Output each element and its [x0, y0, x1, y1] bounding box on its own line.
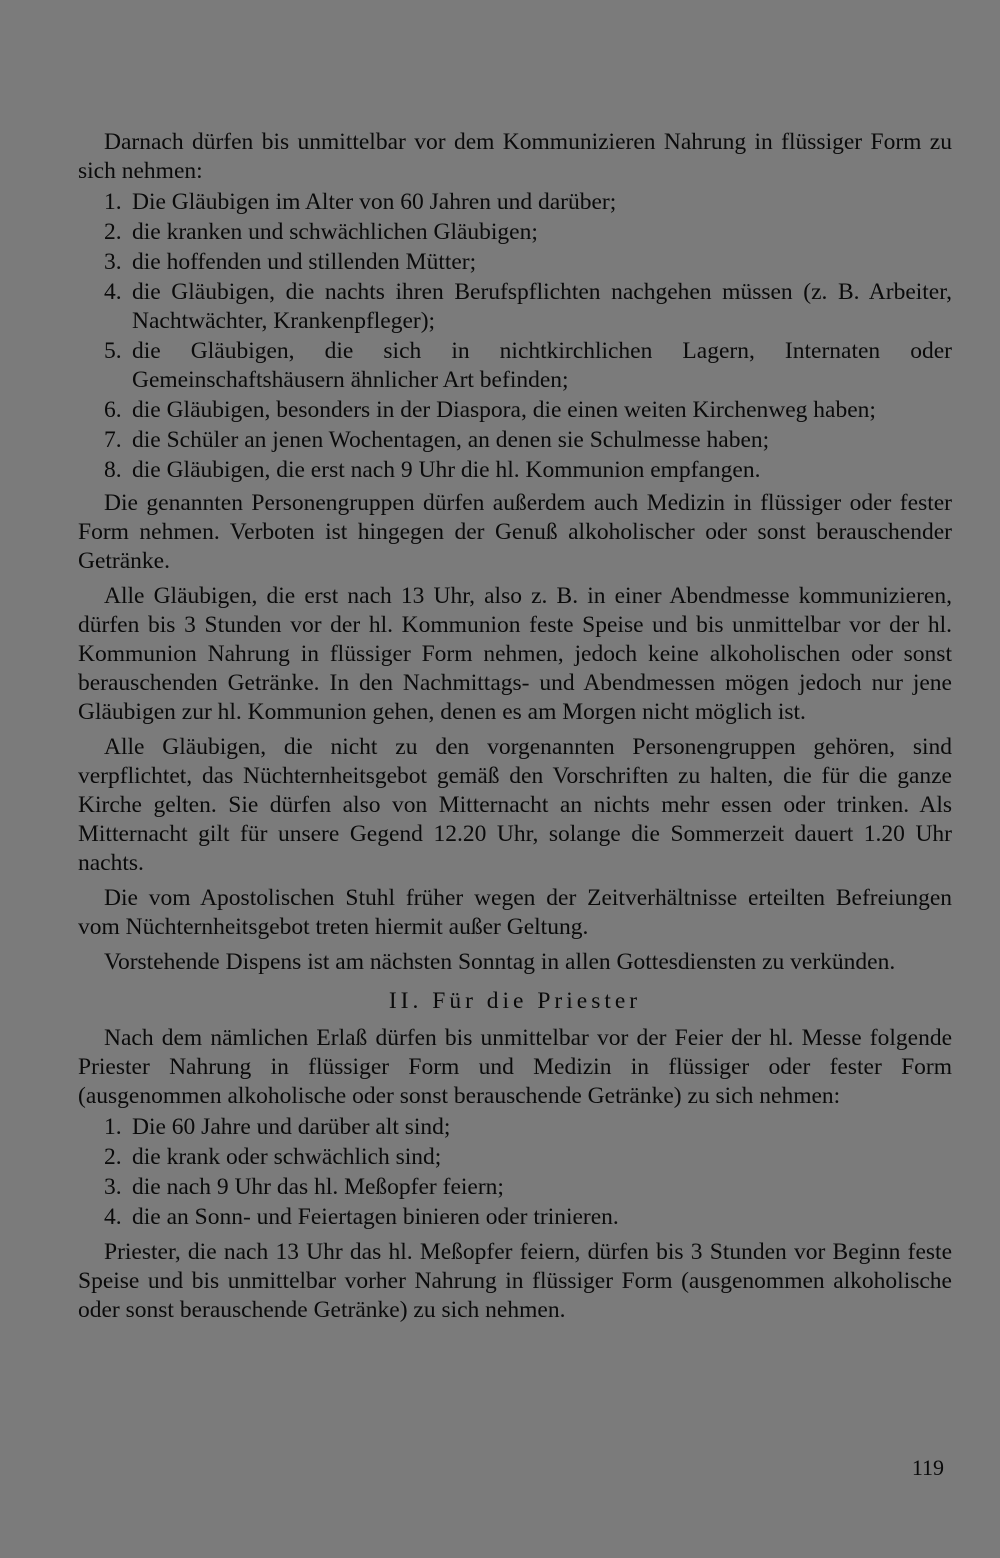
list-text: die krank oder schwächlich sind;	[132, 1144, 442, 1170]
list-text: die Gläubigen, die erst nach 9 Uhr die hl. Kommunion empfangen.	[132, 457, 761, 483]
list-text: die an Sonn- und Feiertagen binieren oder trinieren.	[132, 1204, 619, 1230]
paragraph-medicine: Die genannten Personengruppen dürfen außerdem auch Medizin in flüssiger oder fester Form nehmen. Verboten ist hingegen der Genuß alkoholischer oder sonst berauschender Getränke.	[78, 490, 952, 574]
list-number: 7.	[104, 427, 122, 453]
paragraph-priests-afternoon: Priester, die nach 13 Uhr das hl. Meßopfer feiern, dürfen bis 3 Stunden vor Beginn feste Speise und bis unmittelbar vorher Nahrung in flüssiger Form (ausgenommen alkoholische oder sonst berauschende Getränke) zu sich nehmen.	[78, 1239, 952, 1323]
list-number: 6.	[104, 397, 122, 423]
list-item	[78, 396, 952, 425]
list-item	[78, 337, 952, 395]
list-number: 4.	[104, 1204, 122, 1230]
list-number: 5.	[104, 338, 122, 364]
list-text: die Gläubigen, besonders in der Diaspora, die einen weiten Kirchenweg haben;	[132, 397, 876, 423]
paragraph-announcement: Vorstehende Dispens ist am nächsten Sonntag in allen Gottesdiensten zu verkünden.	[104, 949, 896, 975]
list-text: die Gläubigen, die nachts ihren Berufspflichten nachgehen müssen (z. B. Arbeiter, Nachtwächter, Krankenpfleger);	[132, 279, 952, 334]
list-item	[78, 1203, 952, 1232]
list-item	[78, 1173, 952, 1202]
priests-list	[78, 1113, 952, 1232]
page-number: 119	[911, 1455, 944, 1480]
list-item	[78, 278, 952, 336]
paragraph-priests: Nach dem nämlichen Erlaß dürfen bis unmittelbar vor der Feier der hl. Messe folgende Priester Nahrung in flüssiger Form und Medizin in flüssiger oder fester Form (ausgenommen alkoholische oder sonst berauschende Getränke) zu sich nehmen:	[78, 1025, 952, 1109]
paragraph-fasting-rule: Alle Gläubigen, die nicht zu den vorgenannten Personengruppen gehören, sind verpflichtet, das Nüchternheitsgebot gemäß den Vorschriften zu halten, die für die ganze Kirche gelten. Sie dürfen also von Mitternacht an nichts mehr essen oder trinken. Als Mitternacht gilt für unsere Gegend 12.20 Uhr, solange die Sommerzeit dauert 1.20 Uhr nachts.	[78, 734, 952, 876]
paragraph-exemptions: Die vom Apostolischen Stuhl früher wegen der Zeitverhältnisse erteilten Befreiungen vom Nüchternheitsgebot treten hiermit außer Geltung.	[78, 885, 952, 940]
list-number: 3.	[104, 1174, 122, 1200]
list-number: 8.	[104, 457, 122, 483]
list-text: die hoffenden und stillenden Mütter;	[132, 249, 477, 275]
list-text: Die Gläubigen im Alter von 60 Jahren und darüber;	[132, 189, 617, 215]
list-text: die Schüler an jenen Wochentagen, an denen sie Schulmesse haben;	[132, 427, 770, 453]
paragraph-evening-mass: Alle Gläubigen, die erst nach 13 Uhr, also z. B. in einer Abendmesse kommunizieren, dürfen bis 3 Stunden vor der hl. Kommunion feste Speise und bis unmittelbar vor der hl. Kommunion Nahrung in flüssiger Form nehmen, jedoch keine alkoholischen oder sonst berauschenden Getränke. In den Nachmittags- und Abendmessen mögen jedoch nur jene Gläubigen zur hl. Kommunion gehen, denen es am Morgen nicht möglich ist.	[78, 583, 952, 725]
list-text: die nach 9 Uhr das hl. Meßopfer feiern;	[132, 1174, 504, 1200]
laity-list	[78, 188, 952, 485]
list-number: 1.	[104, 189, 122, 215]
list-text: Die 60 Jahre und darüber alt sind;	[132, 1114, 451, 1140]
list-number: 3.	[104, 249, 122, 275]
document-page	[78, 128, 952, 1325]
list-item	[78, 248, 952, 277]
intro-paragraph: Darnach dürfen bis unmittelbar vor dem Kommunizieren Nahrung in flüssiger Form zu sich nehmen:	[78, 129, 952, 184]
list-number: 2.	[104, 219, 122, 245]
list-number: 1.	[104, 1114, 122, 1140]
list-number: 4.	[104, 279, 122, 305]
list-number: 2.	[104, 1144, 122, 1170]
list-item	[78, 1143, 952, 1172]
list-text: die kranken und schwächlichen Gläubigen;	[132, 219, 538, 245]
list-item	[78, 218, 952, 247]
list-item	[78, 1113, 952, 1142]
list-item	[78, 188, 952, 217]
section-heading: II. Für die Priester	[388, 988, 642, 1014]
list-item	[78, 456, 952, 485]
list-item	[78, 426, 952, 455]
list-text: die Gläubigen, die sich in nichtkirchlichen Lagern, Internaten oder Gemeinschaftshäusern ähnlicher Art befinden;	[132, 338, 952, 393]
